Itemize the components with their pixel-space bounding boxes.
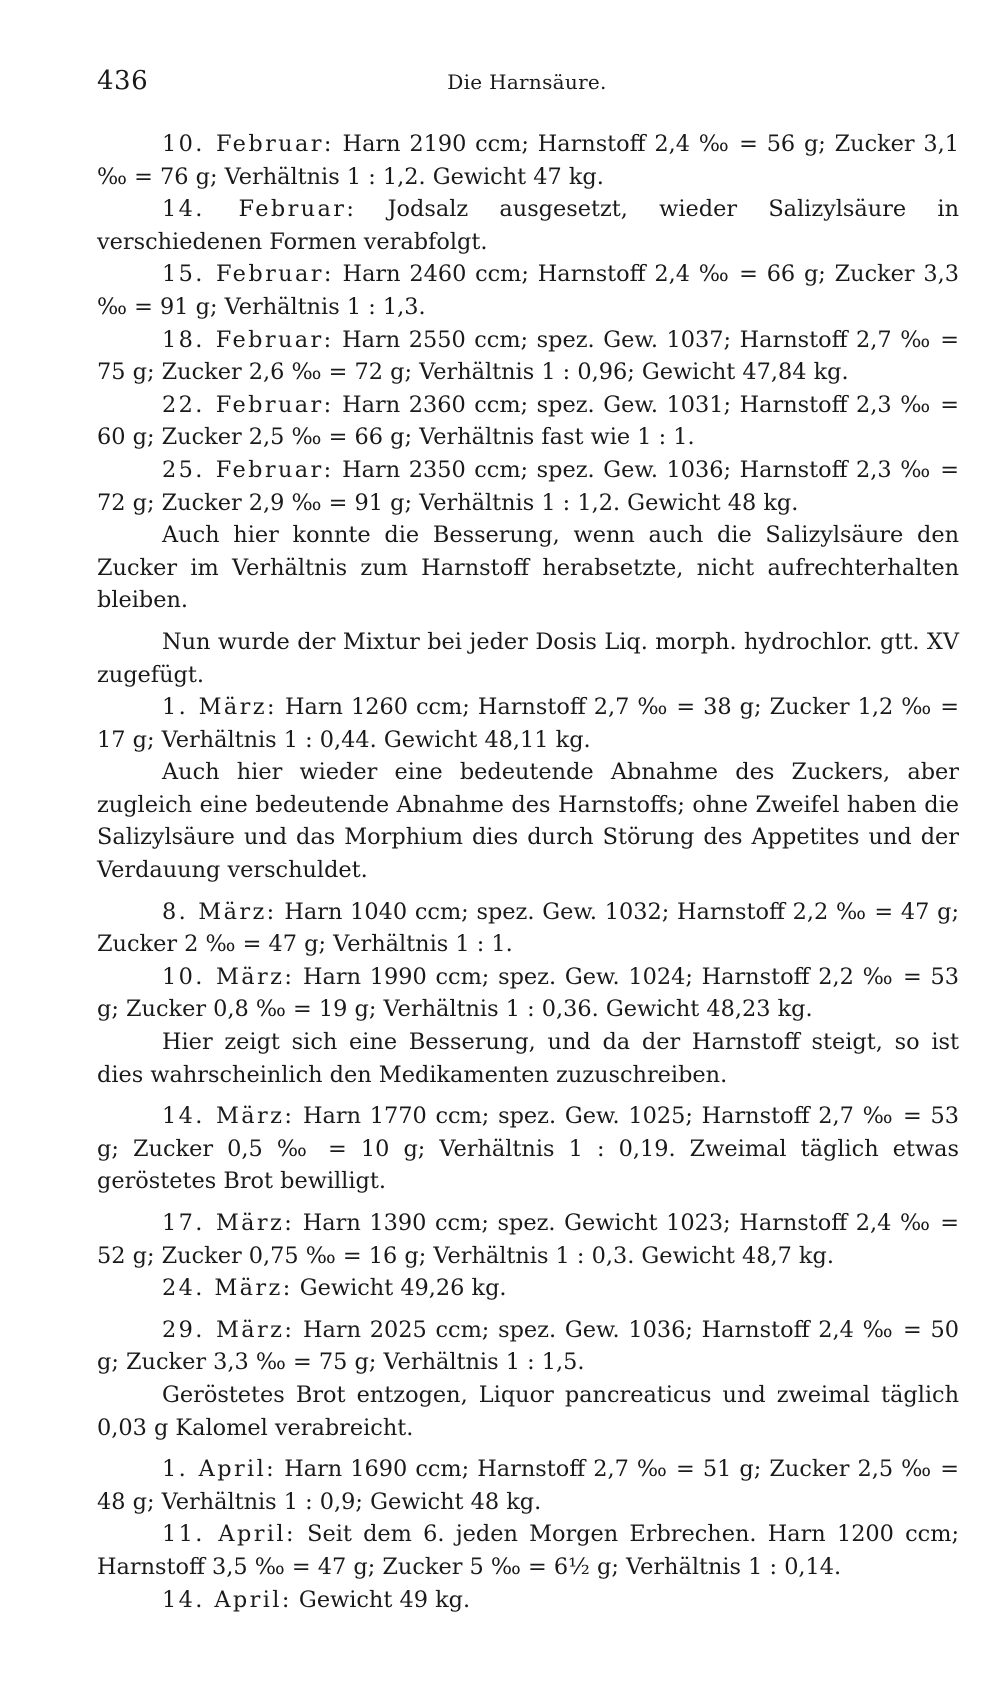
entry-text: Harn 2550 ccm; spez. Gew. 1037; Harnstoff 2,7 ‰ = 75 g; Zucker 2,6 ‰ = 72 g; Verhältnis 1 : 0,96; Gewicht 47,84 kg.: [97, 326, 960, 386]
entry-text: Harn 2460 ccm; Harnstoff 2,4 ‰ = 66 g; Zucker 3,3 ‰ = 91 g; Verhältnis 1 : 1,3.: [97, 261, 960, 320]
entry-text: Harn 2360 ccm; spez. Gew. 1031; Harnstoff 2,3 ‰ = 60 g; Zucker 2,5 ‰ = 66 g; Verhältnis fast wie 1 : 1.: [97, 391, 960, 451]
entry-paragraph: [97, 1453, 959, 1518]
commentary-paragraph: [97, 1379, 959, 1444]
entry-text: Gewicht 49 kg.: [291, 1586, 471, 1613]
entry-text: Harn 2025 ccm; spez. Gew. 1036; Harnstoff 2,4 ‰ = 50 g; Zucker 3,3 ‰ = 75 g; Verhältnis 1 : 1,5.: [97, 1316, 959, 1376]
entry-paragraph: [97, 258, 959, 323]
commentary-paragraph: [97, 519, 959, 617]
entry-paragraph: [97, 1272, 959, 1305]
entry-date: 8. März:: [162, 898, 277, 925]
commentary-paragraph: [97, 1026, 959, 1091]
entry-date: 14. Februar:: [162, 196, 357, 223]
entry-date: 29. März:: [162, 1316, 295, 1343]
entry-text: Harn 2350 ccm; spez. Gew. 1036; Harnstoff 2,3 ‰ = 72 g; Zucker 2,9 ‰ = 91 g; Verhältnis 1 : 1,2. Gewicht 48 kg.: [97, 456, 960, 516]
entry-paragraph: [97, 961, 959, 1026]
entry-text: Harn 1390 ccm; spez. Gewicht 1023; Harnstoff 2,4 ‰ = 52 g; Zucker 0,75 ‰ = 16 g; Verhältnis 1 : 0,3. Gewicht 48,7 kg.: [97, 1210, 959, 1269]
page-header: [97, 66, 957, 100]
page-number: 436: [97, 66, 149, 96]
entry-date: 14. April:: [162, 1586, 292, 1613]
entry-date: 15. Februar:: [162, 261, 334, 288]
entry-paragraph: [97, 691, 959, 756]
entry-paragraph: [97, 1314, 959, 1379]
commentary-text: Auch hier wieder eine bedeutende Abnahme des Zuckers, aber zugleich eine bedeutende Abnahme des Harnstoffs; ohne Zweifel haben die Salizylsäure und das Morphium dies durch Störung des Appetites und der Verdauung verschuldet.: [97, 759, 959, 884]
entry-date: 14. März:: [162, 1103, 295, 1130]
entry-date: 10. Februar:: [162, 131, 334, 157]
entry-date: 22. Februar:: [162, 391, 334, 418]
entry-paragraph: [97, 1584, 959, 1617]
entry-text: Jodsalz ausgesetzt, wieder Salizylsäure in verschiedenen Formen verabfolgt.: [97, 196, 959, 255]
entry-date: 18. Februar:: [162, 326, 334, 353]
entry-paragraph: [97, 324, 959, 389]
entry-text: Harn 1690 ccm; Harnstoff 2,7 ‰ = 51 g; Zucker 2,5 ‰ = 48 g; Verhältnis 1 : 0,9; Gewicht 48 kg.: [97, 1456, 959, 1515]
entry-text: Harn 1770 ccm; spez. Gew. 1025; Harnstoff 2,7 ‰ = 53 g; Zucker 0,5 ‰ = 10 g; Verhältnis 1 : 0,19. Zweimal täglich etwas geröstetes Brot bewilligt.: [97, 1103, 959, 1195]
running-title: Die Harnsäure.: [447, 70, 607, 94]
entry-text: Seit dem 6. jeden Morgen Erbrechen. Harn 1200 ccm; Harnstoff 3,5 ‰ = 47 g; Zucker 5 ‰ = 6½ g; Verhältnis 1 : 0,14.: [97, 1521, 959, 1580]
commentary-paragraph: [97, 756, 959, 886]
entry-date: 10. März:: [162, 963, 295, 990]
entry-date: 25. Februar:: [162, 456, 334, 483]
entry-paragraph: [97, 454, 959, 519]
entry-paragraph: [97, 193, 959, 258]
entry-paragraph: [97, 1518, 959, 1583]
entry-text: Harn 1990 ccm; spez. Gew. 1024; Harnstoff 2,2 ‰ = 53 g; Zucker 0,8 ‰ = 19 g; Verhältnis 1 : 0,36. Gewicht 48,23 kg.: [97, 963, 959, 1023]
entry-text: Gewicht 49,26 kg.: [292, 1275, 507, 1302]
body-text: [97, 128, 959, 1616]
entry-paragraph: [97, 128, 959, 193]
entry-paragraph: [97, 389, 959, 454]
commentary-text: Hier zeigt sich eine Besserung, und da der Harnstoff steigt, so ist dies wahrscheinlich den Medikamenten zuzuschreiben.: [97, 1029, 959, 1088]
entry-text: Harn 1040 ccm; spez. Gew. 1032; Harnstoff 2,2 ‰ = 47 g; Zucker 2 ‰ = 47 g; Verhältnis 1 : 1.: [97, 898, 960, 958]
entry-paragraph: [97, 1207, 959, 1272]
entry-paragraph: [97, 1100, 959, 1198]
entry-date: 11. April:: [162, 1521, 296, 1548]
entry-text: Harn 1260 ccm; Harnstoff 2,7 ‰ = 38 g; Zucker 1,2 ‰ = 17 g; Verhältnis 1 : 0,44. Gewicht 48,11 kg.: [97, 694, 960, 753]
entry-date: 17. März:: [162, 1210, 295, 1236]
commentary-text: Auch hier konnte die Besserung, wenn auch die Salizylsäure den Zucker im Verhältnis zum Harnstoff herabsetzte, nicht aufrechterhalten bleiben.: [97, 522, 959, 614]
entry-date: 1. März:: [162, 694, 277, 721]
commentary-text: Nun wurde der Mixtur bei jeder Dosis Liq. morph. hydrochlor. gtt. XV zugefügt.: [97, 628, 959, 688]
entry-date: 1. April:: [162, 1456, 277, 1483]
entry-date: 24. März:: [162, 1275, 293, 1302]
commentary-text: Geröstetes Brot entzogen, Liquor pancreaticus und zweimal täglich 0,03 g Kalomel verabreicht.: [97, 1381, 959, 1441]
entry-text: Harn 2190 ccm; Harnstoff 2,4 ‰ = 56 g; Zucker 3,1 ‰ = 76 g; Verhältnis 1 : 1,2. Gewicht 47 kg.: [97, 131, 960, 190]
entry-paragraph: [97, 896, 959, 961]
commentary-paragraph: [97, 626, 959, 691]
